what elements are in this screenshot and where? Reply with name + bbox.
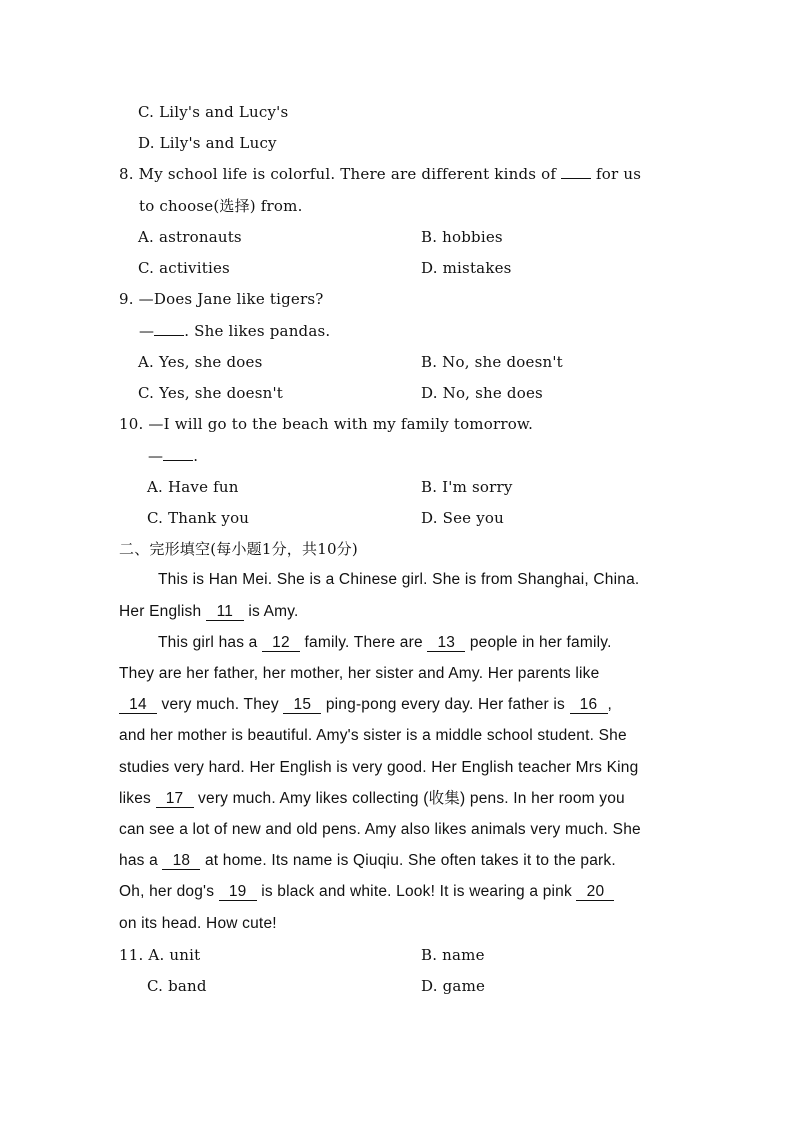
q9-reply-dash: — <box>139 322 155 340</box>
blank-19: 19 <box>219 883 257 901</box>
q10-reply-text: . <box>193 447 199 465</box>
passage-text: family. There are <box>304 634 423 651</box>
passage-line-10 <box>119 851 616 871</box>
q11-option-c: C. band <box>147 977 207 995</box>
passage-line-7: studies very hard. Her English is very good. Her English teacher Mrs King <box>119 759 639 776</box>
q9-answer-blank <box>154 321 184 336</box>
passage-text: very much. They <box>161 696 279 713</box>
q9-option-c: C. Yes, she doesn't <box>138 384 284 402</box>
section-heading-cloze: 二、完形填空(每小题1分，共10分) <box>119 540 358 558</box>
q10-reply <box>148 446 198 466</box>
passage-text: is black and white. Look! It is wearing a pink <box>261 883 572 900</box>
passage-text: has a <box>119 852 158 869</box>
blank-16: 16 <box>570 696 608 714</box>
q7-option-d: D. Lily's and Lucy <box>138 134 277 152</box>
passage-text: likes <box>119 790 152 807</box>
passage-line-6: and her mother is beautiful. Amy's sister is a middle school student. She <box>119 727 627 744</box>
q9-option-a: A. Yes, she does <box>138 353 263 371</box>
passage-line-5 <box>119 695 612 715</box>
q9-option-b: B. No, she doesn't <box>421 353 563 371</box>
passage-line-2 <box>119 602 299 622</box>
q10-answer-blank <box>163 446 193 461</box>
passage-line-12: on its head. How cute! <box>119 915 277 932</box>
passage-line-1: This is Han Mei. She is a Chinese girl. She is from Shanghai, China. <box>158 571 640 588</box>
q11-option-d: D. game <box>421 977 486 995</box>
blank-18: 18 <box>162 852 200 870</box>
q8-stem <box>119 164 641 184</box>
passage-text: at home. Its name is Qiuqiu. She often takes it to the park. <box>204 852 616 869</box>
passage-text: Her English <box>119 603 202 620</box>
passage-text: is Amy. <box>248 603 299 620</box>
q8-option-d: D. mistakes <box>421 259 512 277</box>
passage-line-9: can see a lot of new and old pens. Amy also likes animals very much. She <box>119 821 641 838</box>
q9-option-d: D. No, she does <box>421 384 543 402</box>
passage-text: This girl has a <box>158 634 258 651</box>
blank-15: 15 <box>283 696 321 714</box>
q10-option-c: C. Thank you <box>147 509 250 527</box>
blank-17: 17 <box>156 790 194 808</box>
q8-option-a: A. astronauts <box>138 228 242 246</box>
q10-option-a: A. Have fun <box>147 478 239 496</box>
blank-12: 12 <box>262 634 300 652</box>
passage-text: , <box>607 696 613 713</box>
q9-stem: 9. —Does Jane like tigers? <box>119 290 324 308</box>
q10-option-b: B. I'm sorry <box>421 478 513 496</box>
passage-text: Oh, her dog's <box>119 883 215 900</box>
passage-line-8 <box>119 789 625 809</box>
q8-stem-text-b: for us <box>596 165 642 183</box>
blank-13: 13 <box>427 634 465 652</box>
q10-option-d: D. See you <box>421 509 504 527</box>
q10-stem: 10. —I will go to the beach with my family tomorrow. <box>119 415 534 433</box>
passage-text: ping-pong every day. Her father is <box>325 696 565 713</box>
q7-option-c: C. Lily's and Lucy's <box>138 103 289 121</box>
passage-line-4: They are her father, her mother, her sister and Amy. Her parents like <box>119 665 600 682</box>
passage-text: people in her family. <box>469 634 612 651</box>
q8-option-b: B. hobbies <box>421 228 503 246</box>
q11-option-a: 11. A. unit <box>119 946 201 964</box>
q9-reply <box>139 321 330 341</box>
blank-20: 20 <box>576 883 614 901</box>
q9-reply-text: . She likes pandas. <box>184 322 331 340</box>
q8-stem-text-a: 8. My school life is colorful. There are different kinds of <box>119 165 557 183</box>
q8-option-c: C. activities <box>138 259 230 277</box>
blank-11: 11 <box>206 603 244 621</box>
q8-stem-line2: to choose(选择) from. <box>139 197 303 215</box>
q10-reply-dash: — <box>148 447 164 465</box>
passage-line-11 <box>119 882 614 902</box>
passage-text: very much. Amy likes collecting (收集) pens. In her room you <box>198 790 625 807</box>
q11-option-b: B. name <box>421 946 485 964</box>
q8-answer-blank <box>561 164 591 179</box>
passage-line-3 <box>158 633 612 653</box>
blank-14: 14 <box>119 696 157 714</box>
